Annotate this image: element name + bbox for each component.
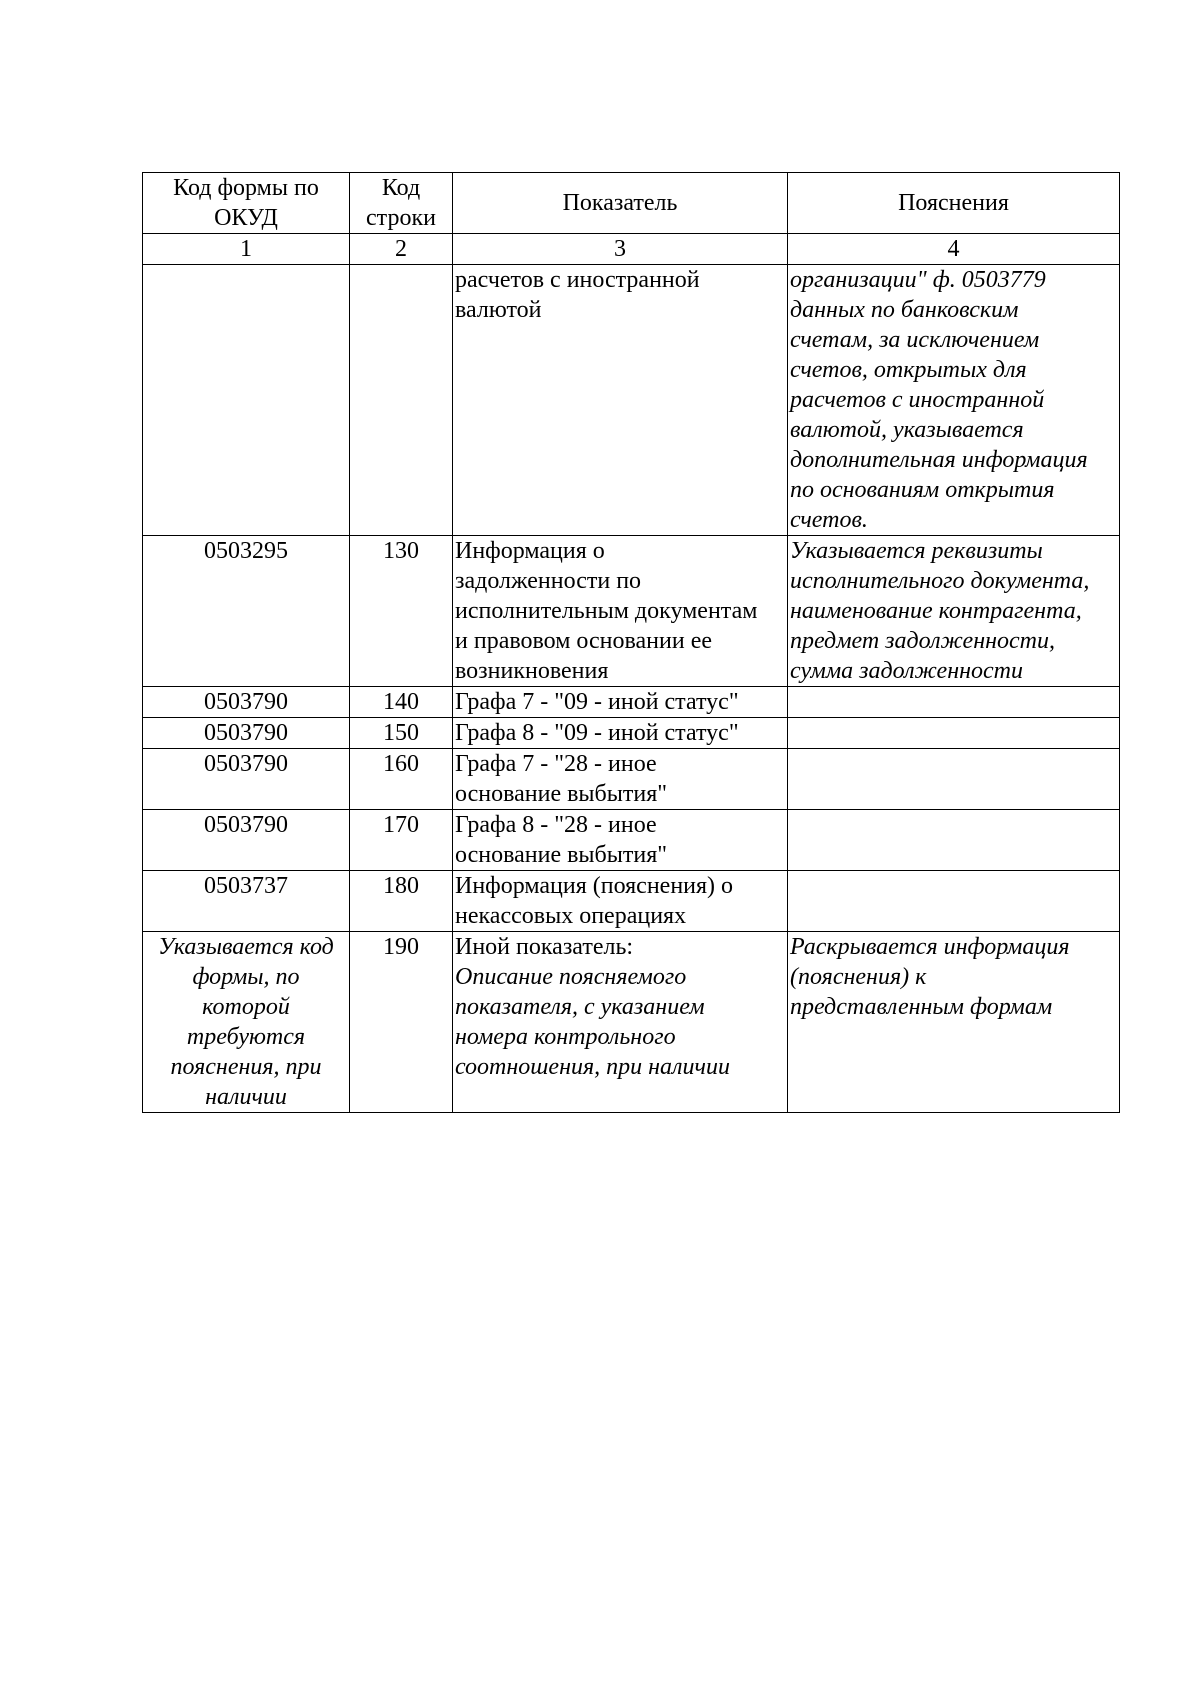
table-row: [143, 749, 1120, 810]
cell-line-code: 140: [350, 687, 453, 718]
cell-okud-code: [143, 687, 350, 718]
header-text: Код: [381, 175, 421, 201]
cell-line-code: 180: [350, 871, 453, 932]
okud-code-value: 0503295: [204, 538, 288, 564]
okud-code-value: 0503737: [204, 873, 288, 899]
cell-indicator: [453, 265, 788, 536]
cell-okud-code: [143, 265, 350, 536]
header-text: Код формы по: [173, 175, 319, 201]
cell-text-line: наличии: [205, 1084, 287, 1110]
header-row: [143, 173, 1120, 234]
cell-text-line: показателя, с указанием: [455, 994, 705, 1020]
cell-line-code: [350, 265, 453, 536]
cell-text-line: номера контрольного: [455, 1024, 676, 1050]
cell-explanation: [788, 687, 1120, 718]
cell-text-line: счетов, открытых для: [790, 357, 1027, 383]
cell-text-line: которой: [202, 994, 290, 1020]
cell-indicator: [453, 687, 788, 718]
document-table: [142, 172, 1120, 1113]
cell-text-line: Графа 7 - "09 - иной статус": [455, 689, 739, 715]
cell-text-line: счетов.: [790, 507, 868, 533]
cell-text-line: требуются: [186, 1024, 306, 1050]
table-row: [143, 932, 1120, 1113]
cell-okud-code: [143, 932, 350, 1113]
cell-indicator: [453, 871, 788, 932]
table-row: [143, 536, 1120, 687]
cell-text-line: валютой, указывается: [790, 417, 1024, 443]
table-row: [143, 810, 1120, 871]
cell-line-code: 130: [350, 536, 453, 687]
cell-text-line: Графа 8 - "28 - иное: [455, 812, 657, 838]
cell-text-line: данных по банковским: [790, 297, 1019, 323]
column-number: 3: [453, 234, 788, 265]
cell-indicator: [453, 749, 788, 810]
cell-text-line: Указывается реквизиты: [790, 538, 1043, 564]
table-row: [143, 718, 1120, 749]
cell-text-line: и правовом основании ее: [455, 628, 713, 654]
cell-text-line: соотношения, при наличии: [455, 1054, 730, 1080]
okud-code-value: 0503790: [204, 751, 288, 777]
cell-indicator: [453, 932, 788, 1113]
cell-text-line: пояснения, при: [170, 1054, 322, 1080]
cell-explanation: [788, 932, 1120, 1113]
cell-indicator: [453, 536, 788, 687]
cell-text-line: сумма задолженности: [790, 658, 1024, 684]
cell-text-line: Графа 8 - "09 - иной статус": [455, 720, 739, 746]
column-number: 1: [143, 234, 350, 265]
cell-explanation: [788, 536, 1120, 687]
cell-text-line: расчетов с иностранной: [455, 267, 700, 293]
okud-code-value: 0503790: [204, 812, 288, 838]
table-row: [143, 265, 1120, 536]
cell-okud-code: [143, 810, 350, 871]
header-explanation: [788, 173, 1120, 234]
cell-text-line: наименование контрагента,: [790, 598, 1082, 624]
cell-text-line: дополнительная информация: [790, 447, 1088, 473]
column-number: 4: [788, 234, 1120, 265]
cell-text-line: возникновения: [455, 658, 609, 684]
cell-indicator: [453, 810, 788, 871]
cell-okud-code: [143, 749, 350, 810]
cell-text-line: Информация о: [455, 538, 605, 564]
header-text: Пояснения: [898, 190, 1009, 216]
table-row: [143, 687, 1120, 718]
table-row: [143, 871, 1120, 932]
cell-text-line: предмет задолженности,: [790, 628, 1056, 654]
column-number-row: [143, 234, 1120, 265]
cell-text-line: счетам, за исключением: [790, 327, 1040, 353]
cell-explanation: [788, 871, 1120, 932]
header-text: Показатель: [562, 190, 678, 216]
cell-text-line: задолженности по: [455, 568, 642, 594]
cell-explanation: [788, 749, 1120, 810]
cell-okud-code: [143, 871, 350, 932]
cell-text-line: Информация (пояснения) о: [455, 873, 734, 899]
header-text: строки: [366, 205, 436, 231]
cell-text-line: организации" ф. 0503779: [790, 267, 1046, 293]
header-text: ОКУД: [214, 205, 278, 231]
cell-text-line: исполнительным документам: [455, 598, 758, 624]
header-okud-code: [143, 173, 350, 234]
cell-line-code: 170: [350, 810, 453, 871]
cell-text-line: расчетов с иностранной: [790, 387, 1045, 413]
cell-text-line: основание выбытия": [455, 781, 668, 807]
cell-line-code: 160: [350, 749, 453, 810]
cell-text-line: Раскрывается информация: [790, 934, 1070, 960]
okud-code-value: 0503790: [204, 720, 288, 746]
cell-explanation: [788, 265, 1120, 536]
cell-explanation: [788, 718, 1120, 749]
cell-text-line: Иной показатель:: [455, 934, 634, 960]
header-line-code: [350, 173, 453, 234]
cell-explanation: [788, 810, 1120, 871]
cell-okud-code: [143, 536, 350, 687]
cell-text-line: валютой: [455, 297, 542, 323]
cell-text-line: (пояснения) к: [790, 964, 927, 990]
cell-line-code: 190: [350, 932, 453, 1113]
cell-text-line: основание выбытия": [455, 842, 668, 868]
cell-text-line: формы, по: [192, 964, 300, 990]
header-indicator: [453, 173, 788, 234]
cell-text-line: Указывается код: [158, 934, 334, 960]
cell-okud-code: [143, 718, 350, 749]
cell-text-line: по основаниям открытия: [790, 477, 1055, 503]
cell-text-line: представленным формам: [790, 994, 1053, 1020]
column-number: 2: [350, 234, 453, 265]
cell-indicator: [453, 718, 788, 749]
cell-text-line: некассовых операциях: [455, 903, 687, 929]
cell-text-line: Графа 7 - "28 - иное: [455, 751, 657, 777]
cell-text-line: исполнительного документа,: [790, 568, 1090, 594]
cell-line-code: 150: [350, 718, 453, 749]
cell-text-line: Описание поясняемого: [455, 964, 687, 990]
okud-code-value: 0503790: [204, 689, 288, 715]
